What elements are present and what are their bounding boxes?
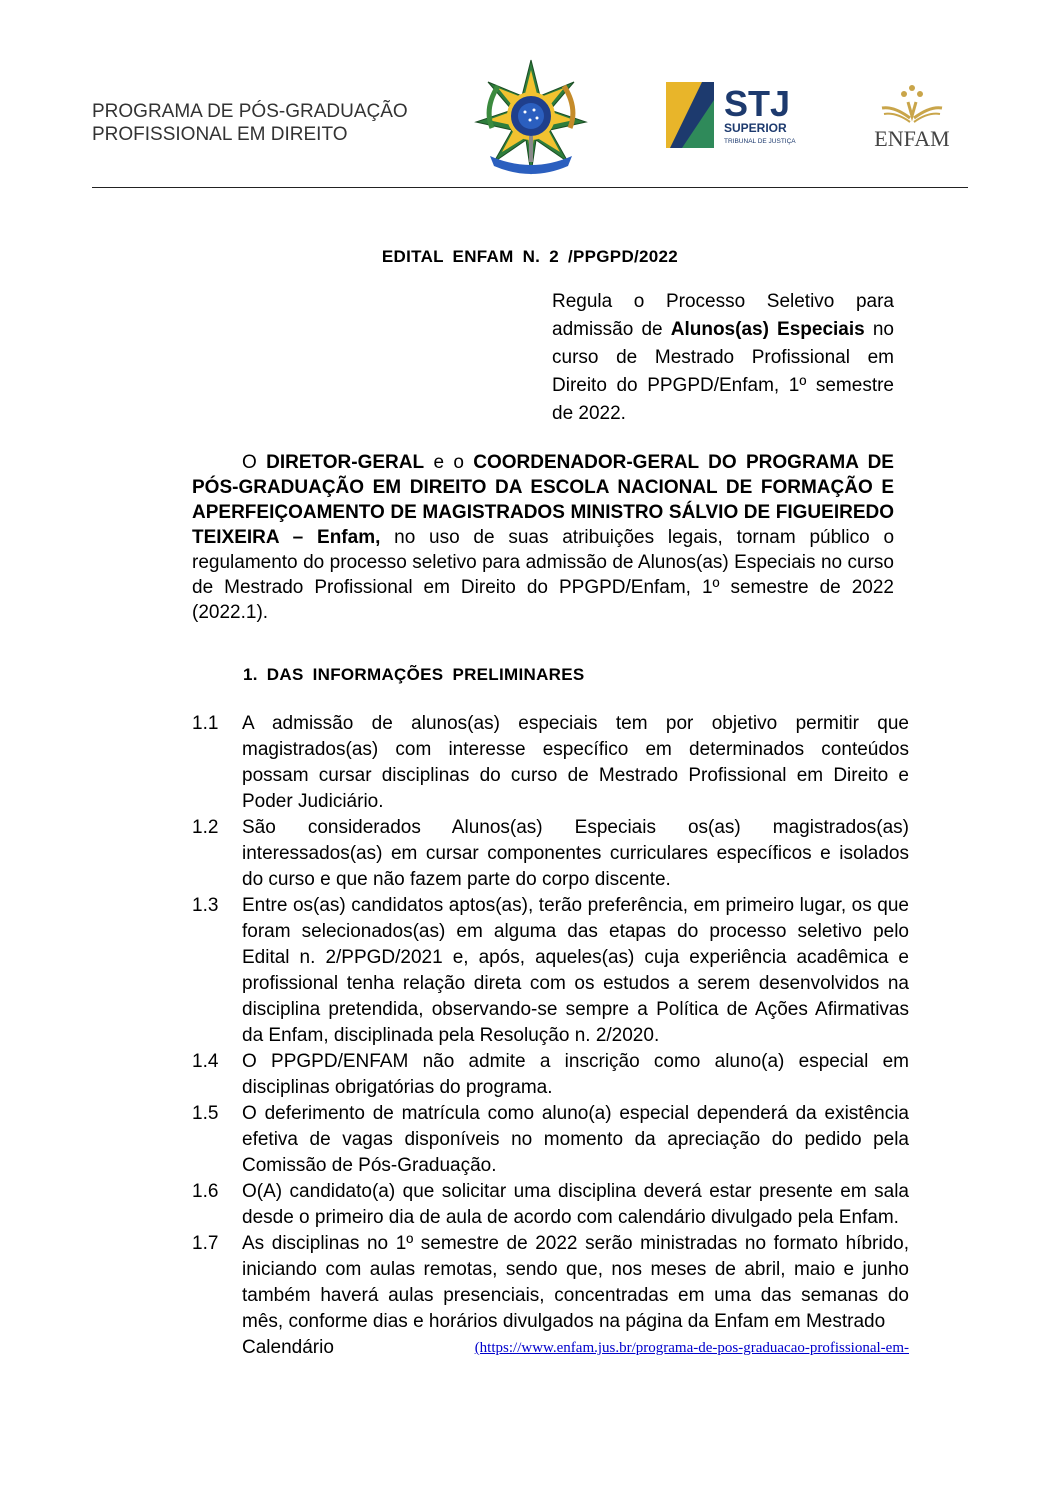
ementa-part2: no curso de Mestrado Profissional em Direito do PPGPD/Enfam, 1º semestre de 2022.	[552, 319, 894, 424]
calendar-label: Calendário	[242, 1337, 334, 1358]
preamble	[192, 450, 894, 625]
item-text: O deferimento de matrícula como aluno(a) especial dependerá da existência efetiva de vagas disponíveis no momento da apreciação do pedido pela Comissão de Pós-Graduação.	[242, 1103, 909, 1176]
stj-sub2: TRIBUNAL DE JUSTIÇA	[724, 138, 796, 145]
list-item	[192, 711, 909, 815]
item-number: 1.4	[192, 1051, 219, 1072]
item-number: 1.5	[192, 1103, 219, 1124]
item-text: Entre os(as) candidatos aptos(as), terão preferência, em primeiro lugar, os que foram selecionados(as) em alguma das etapas do processo seletivo pelo Edital n. 2/PPGD/2021 e, após, aqueles(as) cuja experiência acadêmica e profissional tenha relação direta com os estudos a serem desenvolvidos na disciplina pretendida, observando-se sempre a Política de Ações Afirmativas da Enfam, disciplinada pela Resolução n. 2/2020.	[242, 895, 909, 1046]
list-item	[192, 1049, 909, 1101]
preamble-part1: O	[242, 452, 267, 473]
header-divider	[92, 187, 968, 188]
calendar-link[interactable]: (https://www.enfam.jus.br/programa-de-pos-graduacao-profissional-em-	[474, 1340, 909, 1356]
item-number: 1.1	[192, 713, 219, 734]
program-title	[92, 100, 408, 146]
list-item	[192, 893, 909, 1049]
item-number: 1.3	[192, 895, 219, 916]
item-text-block	[242, 1231, 909, 1361]
enfam-logo-icon	[862, 78, 962, 152]
list-item	[192, 1179, 909, 1231]
item-text: A admissão de alunos(as) especiais tem por objetivo permitir que magistrados(as) com interesse específico em determinados conteúdos possam cursar disciplinas do curso de Mestrado Profissional em Direito e Poder Judiciário.	[242, 713, 909, 812]
section-heading: 1. DAS INFORMAÇÕES PRELIMINARES	[243, 665, 585, 684]
stj-logo-icon	[666, 80, 836, 150]
item-list	[192, 711, 909, 1361]
list-item	[192, 815, 909, 893]
ementa	[552, 288, 894, 428]
item-text: O(A) candidato(a) que solicitar uma disciplina deverá estar presente em sala desde o primeiro dia de aula de acordo com calendário divulgado pela Enfam.	[242, 1181, 909, 1228]
item-text: As disciplinas no 1º semestre de 2022 serão ministradas no formato híbrido, iniciando com aulas remotas, sendo que, nos meses de abril, maio e junho também haverá aulas presenciais, concentradas em uma das semanas do mês, conforme dias e horários divulgados na página da Enfam em Mestrado	[242, 1233, 909, 1332]
preamble-bold2: COORDENADOR-GERAL DO PROGRAMA DE PÓS-GRADUAÇÃO EM DIREITO DA ESCOLA NACIONAL DE FORMAÇÃO E APERFEIÇOAMENTO DE MAGISTRADOS MINISTRO SÁLVIO DE FIGUEIREDO TEIXEIRA – Enfam,	[192, 452, 894, 548]
item-text: O PPGPD/ENFAM não admite a inscrição como aluno(a) especial em disciplinas obrigatórias do programa.	[242, 1051, 909, 1098]
stj-text: STJ	[724, 83, 791, 124]
program-title-line1: PROGRAMA DE PÓS-GRADUAÇÃO	[92, 101, 408, 122]
item-number: 1.6	[192, 1181, 219, 1202]
item-text: São considerados Alunos(as) Especiais os(as) magistrados(as) interessados(as) em cursar componentes curriculares específicos e isolados do curso e que não fazem parte do corpo discente.	[242, 817, 909, 890]
ementa-bold: Alunos(as) Especiais	[670, 319, 865, 340]
program-title-line2: PROFISSIONAL EM DIREITO	[92, 124, 348, 145]
preamble-part3: no uso de suas atribuições legais, tornam público o regulamento do processo seletivo para admissão de Alunos(as) Especiais no curso de Mestrado Profissional em Direito do PPGPD/Enfam, 1º semestre de 2022 (2022.1).	[192, 527, 895, 623]
preamble-part2: e o	[424, 452, 474, 473]
document-title: EDITAL ENFAM N. 2 /PPGPD/2022	[381, 247, 679, 266]
calendar-line	[242, 1335, 909, 1361]
stj-sub1: SUPERIOR	[724, 121, 787, 135]
item-number: 1.7	[192, 1233, 219, 1254]
enfam-text: ENFAM	[874, 126, 950, 151]
item-number: 1.2	[192, 817, 219, 838]
list-item	[192, 1231, 909, 1361]
list-item	[192, 1101, 909, 1179]
brazil-coat-of-arms-icon	[470, 58, 592, 176]
ementa-part1: Regula o Processo Seletivo para admissão de	[552, 291, 894, 340]
preamble-bold1: DIRETOR-GERAL	[266, 452, 425, 473]
